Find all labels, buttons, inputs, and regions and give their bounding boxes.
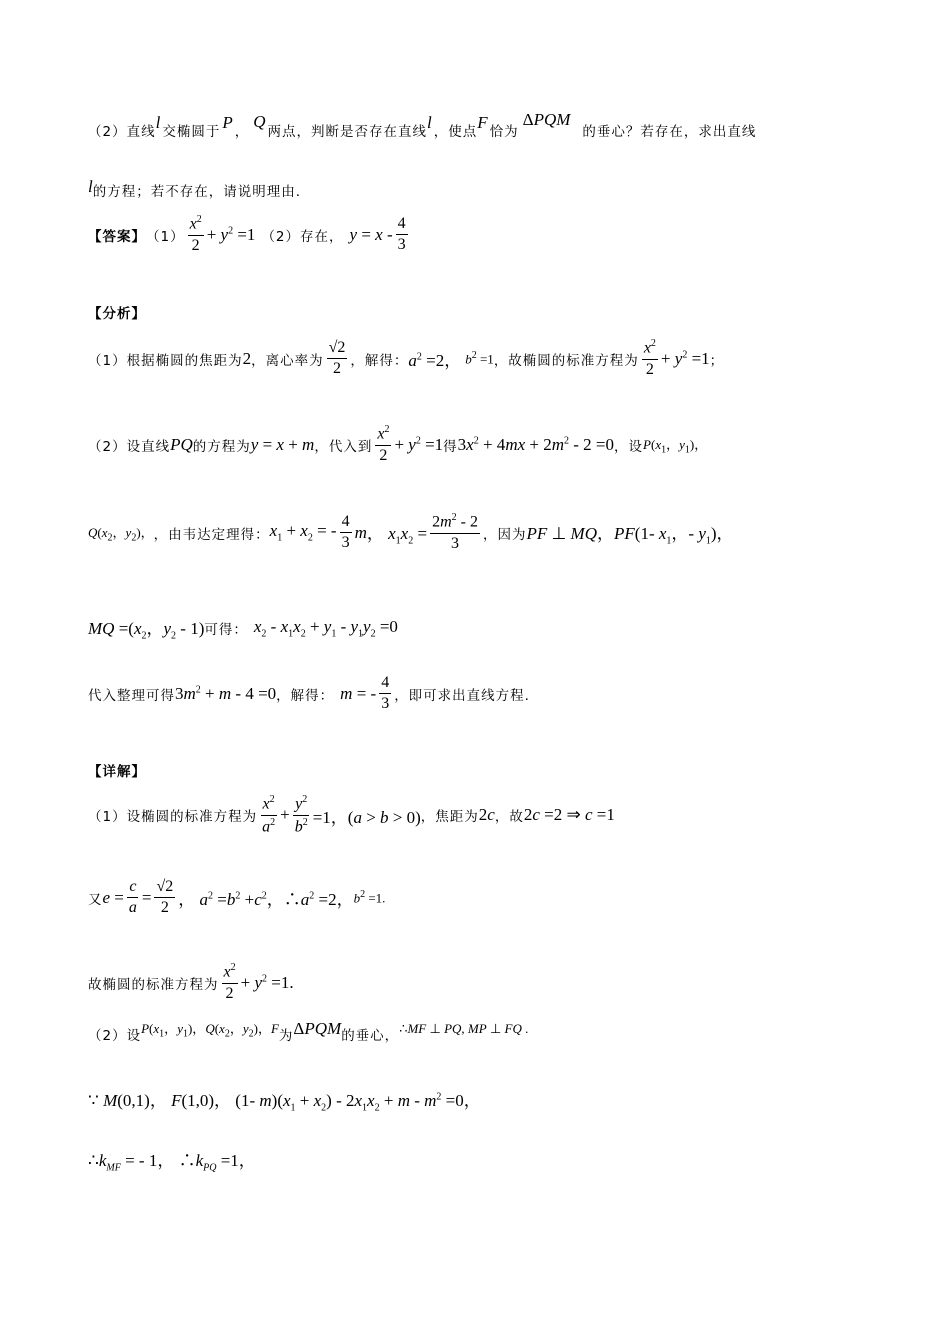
analysis-text: 得 <box>443 438 458 455</box>
analysis-text: 的方程为 <box>192 438 251 455</box>
detail-text: （2）设 <box>88 1028 142 1044</box>
question-part2-line1: （2）直线 l 交椭圆于 P ， Q 两点，判断是否存在直线 l ，使点 F 恰为 ΔPQM 的垂心？若存在，求出直线 <box>88 110 757 140</box>
analysis-text: ，即可求出直线方程. <box>394 687 530 704</box>
detail-text: 故椭圆的标准方程为 <box>88 976 219 993</box>
analysis-text: 可得： <box>204 621 248 638</box>
answer-text: （2）存在， <box>261 228 344 245</box>
analysis-text: ，离心率为 <box>251 352 324 369</box>
detail-line6: $\therefore k_{MF}$ = - 1， $\therefore k_{PQ} =1$， <box>88 1151 256 1174</box>
q2-text: 的方程；若不存在，请说明理由. <box>92 184 302 200</box>
detail-text: （1）设椭圆的标准方程为 <box>88 809 258 826</box>
analysis-text: ，故椭圆的标准方程为 <box>493 352 639 369</box>
detail-line3: 故椭圆的标准方程为 $\frac{x^2}{2}$ + $y^2 =1$. <box>88 962 294 1002</box>
detail-line4: （2）设 $P(x_1$，$y_1$)，$Q(x_2$，$y_2$)，F 为 ΔPQM 的垂心， ∴MF ⊥ PQ, MP ⊥ FQ . <box>88 1019 529 1044</box>
analysis-line1: （1）根据椭圆的焦距为 2 ，离心率为 $\frac{√2}{2}$ ，解得： $a^2 =2$， $b^2 =1$ ，故椭圆的标准方程为 $\frac{x^2}{2}$ + $y^2 =1$ ； <box>88 338 725 378</box>
analysis-label: 【分析】 <box>88 306 146 322</box>
analysis-line3: $Q(x_2$，$y_2$)， ，由韦达定理得： $x_1 + x_2$ = - $\frac{4}{3}$ m ， $x_1x_2$ = $\frac{2m^2 - 2}{3}$ ，因为 PF ⊥ MQ，PF(1- $x_1$，- $y_1$)， <box>88 512 734 552</box>
detail-text: 为 <box>278 1028 294 1044</box>
analysis-text: ，解得： <box>350 352 409 369</box>
detail-line2: 又 e = $\frac{c}{a}$ = $\frac{√2}{2}$ ， $a^2 =b^2 +c^2$，$\therefore a^2 =2$， $b^2 =1$. <box>88 878 386 917</box>
q2-text: ，使点 <box>433 124 478 140</box>
analysis-text: ，由韦达定理得： <box>153 526 270 543</box>
analysis-line5: 代入整理可得 $3m^2 + m - 4 =0$ ，解得： m = - $\frac{4}{3}$ ，即可求出直线方程. <box>88 674 530 713</box>
analysis-text: （1）根据椭圆的焦距为 <box>88 352 243 369</box>
analysis-text: （2）设直线 <box>88 438 171 455</box>
q2-text: 恰为 <box>489 124 519 140</box>
detail-label-line <box>88 760 146 780</box>
analysis-text: ，设 <box>614 438 644 455</box>
q2-text: 两点，判断是否存在直线 <box>267 124 427 140</box>
q2-text: 的垂心？若存在，求出直线 <box>582 124 757 140</box>
detail-line5: ∵ M(0,1)， F(1,0)， (1- $m)(x_1 + x_2) - 2x_1x_2 + m - m^2 =0$， <box>88 1091 481 1114</box>
q2-text: 交椭圆于 <box>162 124 221 140</box>
answer-text: （1） <box>146 228 185 245</box>
analysis-line4: MQ $=(x_2$，$y_2 - 1$) 可得： $x_2 - x_1x_2 + y_1 - y_1y_2 =0$ <box>88 616 398 642</box>
analysis-text: ，因为 <box>482 526 527 543</box>
analysis-line2: （2）设直线 PQ 的方程为 y = x + m ，代入到 $\frac{x^2}{2}$ + $y^2 =1$ 得 $3x^2 + 4mx + 2m^2 - 2 =0$ ，设 $P(x_1$，$y_1$)， <box>88 424 708 464</box>
answer-label: 【答案】 <box>88 228 146 245</box>
analysis-label-line <box>88 302 146 322</box>
analysis-text: 代入整理可得 <box>88 687 175 704</box>
answer-ellipse-fraction: $\frac{x^2}{2}$ <box>189 214 202 254</box>
detail-label: 【详解】 <box>88 764 146 780</box>
analysis-text: ，代入到 <box>314 438 373 455</box>
question-part2-line2: l 的方程；若不存在，请说明理由. <box>88 177 302 200</box>
detail-line1: （1）设椭圆的标准方程为 $\frac{x^2}{a^2}$ + $\frac{y^2}{b^2}$ =1，(a > b > 0) ，焦距为 2c ，故 2c =2 ⇒ c =1 <box>88 794 615 836</box>
answer-line: 【答案】 （1） $\frac{x^2}{2}$ + $y^2 =1$ （2）存在， y = x - $\frac{4}{3}$ <box>88 214 406 254</box>
detail-text: ，焦距为 <box>420 809 479 826</box>
detail-text: 的垂心， <box>341 1028 400 1044</box>
q2-prefix: （2）直线 <box>88 124 156 140</box>
detail-text: 又 <box>88 891 103 908</box>
analysis-text: ，解得： <box>276 687 335 704</box>
detail-text: ，故 <box>494 809 524 826</box>
